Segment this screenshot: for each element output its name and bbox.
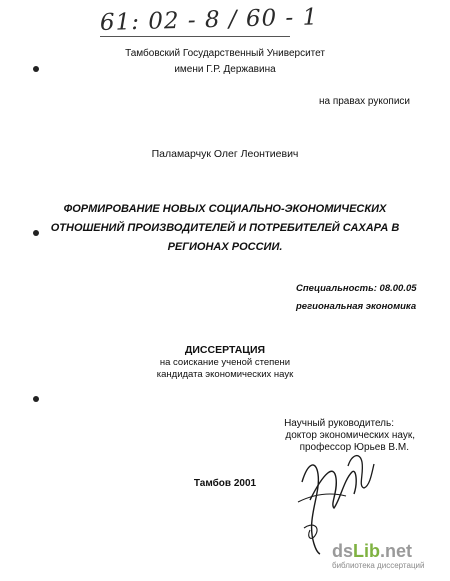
degree-line: на соискание ученой степени bbox=[159, 357, 291, 368]
author-name: Паламарчук Олег Леонтиевич bbox=[151, 148, 299, 160]
specialty-name: региональная экономика bbox=[296, 301, 417, 312]
specialty-code: Специальность: 08.00.05 bbox=[296, 283, 417, 294]
dissertation-title bbox=[50, 200, 400, 257]
handwritten-catalog-number: 61: 02 - 8 / 60 - 1 bbox=[99, 4, 319, 36]
title-line-2: ОТНОШЕНИЙ ПРОИЗВОДИТЕЛЕЙ И ПОТРЕБИТЕЛЕЙ САХАРА В bbox=[50, 222, 400, 234]
degree-field: кандидата экономических наук bbox=[156, 369, 294, 380]
punch-hole-bottom bbox=[33, 396, 39, 402]
dslib-watermark bbox=[332, 541, 442, 575]
title-line-1: ФОРМИРОВАНИЕ НОВЫХ СОЦИАЛЬНО-ЭКОНОМИЧЕСКИХ bbox=[63, 203, 387, 215]
title-line-3: РЕГИОНАХ РОССИИ. bbox=[167, 241, 283, 253]
manuscript-note: на правах рукописи bbox=[318, 96, 410, 107]
logo-part-lib: Lib bbox=[353, 541, 381, 561]
logo-part-net: .net bbox=[380, 541, 413, 561]
university-honorific: имени Г.Р. Державина bbox=[174, 64, 276, 75]
supervisor-name: профессор Юрьев В.М. bbox=[299, 442, 409, 453]
university-name: Тамбовский Государственный Университет bbox=[125, 48, 325, 59]
handwritten-underline bbox=[100, 36, 290, 37]
supervisor-label: Научный руководитель: bbox=[284, 418, 394, 429]
watermark-subtitle: библиотека диссертаций bbox=[332, 561, 425, 570]
logo-part-ds: ds bbox=[332, 541, 354, 561]
city-year: Тамбов 2001 bbox=[193, 478, 257, 489]
dissertation-heading: ДИССЕРТАЦИЯ bbox=[184, 344, 266, 356]
supervisor-degree: доктор экономических наук, bbox=[285, 430, 415, 441]
punch-hole-middle bbox=[33, 230, 39, 236]
watermark-logo bbox=[332, 541, 442, 561]
